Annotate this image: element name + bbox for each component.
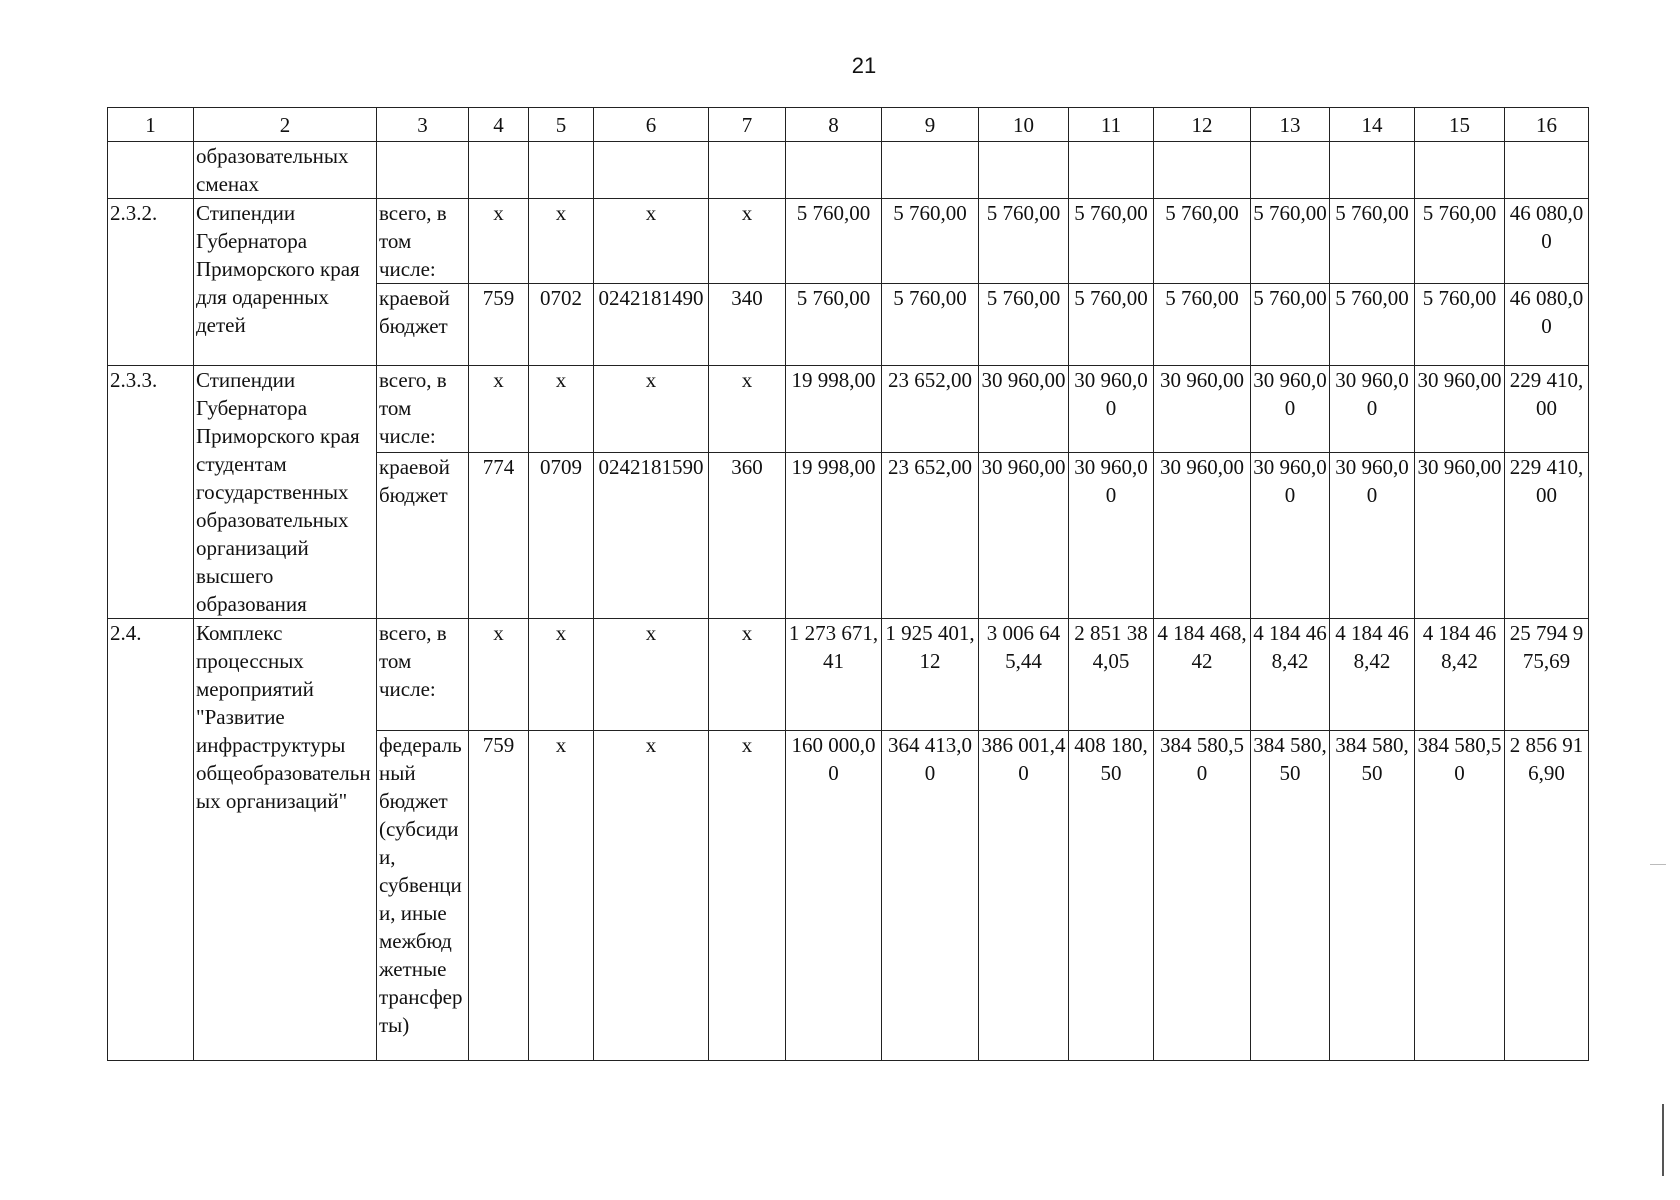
- column-number: 15: [1415, 108, 1505, 142]
- cell-value: х: [469, 366, 529, 453]
- cell-value: 160 000,00: [786, 731, 882, 1061]
- cell-value: 1 925 401,12: [882, 619, 979, 731]
- cell-number: 2.3.3.: [108, 366, 194, 619]
- table-row: [108, 199, 1589, 284]
- cell-value: 1 273 671,41: [786, 619, 882, 731]
- cell-source: федеральный бюджет (субсидии, субвенции, иные межбюджетные трансферты): [377, 731, 469, 1061]
- cell-value: х: [529, 199, 594, 284]
- cell-value: х: [709, 199, 786, 284]
- cell-value: 5 760,00: [979, 199, 1069, 284]
- cell-name: Стипендии Губернатора Приморского края для одаренных детей: [194, 199, 377, 366]
- cell-value: 4 184 468,42: [1415, 619, 1505, 731]
- cell-value: 3 006 645,44: [979, 619, 1069, 731]
- column-number-row: [108, 108, 1589, 142]
- cell-value: 30 960,00: [1330, 452, 1415, 618]
- table-row: [108, 142, 1589, 199]
- cell-value: 386 001,40: [979, 731, 1069, 1061]
- table-row: [108, 619, 1589, 731]
- cell-value: 25 794 975,69: [1505, 619, 1589, 731]
- column-number: 16: [1505, 108, 1589, 142]
- cell-value: 5 760,00: [979, 284, 1069, 366]
- cell-value: 384 580,50: [1251, 731, 1330, 1061]
- cell-value: 5 760,00: [1330, 199, 1415, 284]
- cell-value: х: [594, 199, 709, 284]
- cell-value: х: [709, 366, 786, 453]
- cell-value: 5 760,00: [1251, 199, 1330, 284]
- cell-value: 5 760,00: [1415, 199, 1505, 284]
- cell-number: [108, 142, 194, 199]
- column-number: 7: [709, 108, 786, 142]
- cell-value: 5 760,00: [1415, 284, 1505, 366]
- cell-name: Комплекс процессных мероприятий "Развитие инфраструктуры общеобразовательных организаций": [194, 619, 377, 1061]
- cell-value: х: [709, 619, 786, 731]
- column-number: 8: [786, 108, 882, 142]
- cell-value: 0709: [529, 452, 594, 618]
- column-number: 13: [1251, 108, 1330, 142]
- column-number: 5: [529, 108, 594, 142]
- cell-value: 30 960,00: [1069, 366, 1154, 453]
- cell-value: 384 580,50: [1154, 731, 1251, 1061]
- cell-value: 364 413,00: [882, 731, 979, 1061]
- cell-source: краевой бюджет: [377, 284, 469, 366]
- cell-value: 5 760,00: [1251, 284, 1330, 366]
- column-number: 1: [108, 108, 194, 142]
- cell-value: 4 184 468,42: [1251, 619, 1330, 731]
- column-number: 6: [594, 108, 709, 142]
- cell-value: 30 960,00: [1330, 366, 1415, 453]
- cell-value: 5 760,00: [882, 284, 979, 366]
- cell-value: 30 960,00: [1415, 452, 1505, 618]
- cell-source: всего, в том числе:: [377, 366, 469, 453]
- cell-name: образовательных сменах: [194, 142, 377, 199]
- cell-value: 4 184 468,42: [1154, 619, 1251, 731]
- cell-value: 4 184 468,42: [1330, 619, 1415, 731]
- cell-value: 19 998,00: [786, 452, 882, 618]
- page-number: 21: [851, 53, 877, 78]
- table-row: [108, 366, 1589, 453]
- cell-value: 30 960,00: [1415, 366, 1505, 453]
- cell-value: 360: [709, 452, 786, 618]
- cell-value: 30 960,00: [1154, 452, 1251, 618]
- cell-value: х: [529, 731, 594, 1061]
- cell-value: 30 960,00: [979, 366, 1069, 453]
- cell-value: 46 080,00: [1505, 199, 1589, 284]
- cell-value: 5 760,00: [786, 199, 882, 284]
- cell-value: 5 760,00: [1069, 199, 1154, 284]
- cell-source: краевой бюджет: [377, 452, 469, 618]
- cell-value: х: [469, 199, 529, 284]
- cell-name: Стипендии Губернатора Приморского края студентам государственных образовательных организаций высшего образования: [194, 366, 377, 619]
- cell-value: 23 652,00: [882, 452, 979, 618]
- column-number: 14: [1330, 108, 1415, 142]
- column-number: 10: [979, 108, 1069, 142]
- cell-value: 5 760,00: [882, 199, 979, 284]
- cell-value: 408 180,50: [1069, 731, 1154, 1061]
- cell-value: 30 960,00: [1251, 366, 1330, 453]
- column-number: 3: [377, 108, 469, 142]
- cell-value: 30 960,00: [1251, 452, 1330, 618]
- cell-value: 5 760,00: [1154, 199, 1251, 284]
- cell-value: 5 760,00: [1069, 284, 1154, 366]
- scan-artifact: [1662, 1104, 1664, 1176]
- cell-value: 30 960,00: [979, 452, 1069, 618]
- cell-value: х: [709, 731, 786, 1061]
- cell-value: 19 998,00: [786, 366, 882, 453]
- cell-number: 2.3.2.: [108, 199, 194, 366]
- cell-value: 774: [469, 452, 529, 618]
- column-number: 11: [1069, 108, 1154, 142]
- cell-value: 5 760,00: [786, 284, 882, 366]
- cell-value: 2 851 384,05: [1069, 619, 1154, 731]
- cell-value: х: [529, 366, 594, 453]
- cell-value: х: [469, 619, 529, 731]
- cell-value: х: [594, 619, 709, 731]
- cell-value: х: [594, 731, 709, 1061]
- cell-value: 384 580,50: [1330, 731, 1415, 1061]
- cell-value: 0242181490: [594, 284, 709, 366]
- cell-value: 340: [709, 284, 786, 366]
- budget-table: [107, 107, 1589, 1061]
- cell-value: 229 410,00: [1505, 366, 1589, 453]
- column-number: 2: [194, 108, 377, 142]
- cell-value: 30 960,00: [1069, 452, 1154, 618]
- cell-value: 759: [469, 284, 529, 366]
- cell-value: 229 410,00: [1505, 452, 1589, 618]
- cell-value: 384 580,50: [1415, 731, 1505, 1061]
- scan-artifact: [1650, 864, 1666, 865]
- cell-value: 2 856 916,90: [1505, 731, 1589, 1061]
- cell-value: 23 652,00: [882, 366, 979, 453]
- cell-value: 0242181590: [594, 452, 709, 618]
- cell-source: всего, в том числе:: [377, 199, 469, 284]
- column-number: 4: [469, 108, 529, 142]
- cell-value: 30 960,00: [1154, 366, 1251, 453]
- column-number: 9: [882, 108, 979, 142]
- cell-value: 5 760,00: [1154, 284, 1251, 366]
- column-number: 12: [1154, 108, 1251, 142]
- cell-source: всего, в том числе:: [377, 619, 469, 731]
- cell-value: 0702: [529, 284, 594, 366]
- cell-number: 2.4.: [108, 619, 194, 1061]
- cell-value: х: [529, 619, 594, 731]
- cell-value: 759: [469, 731, 529, 1061]
- cell-value: 46 080,00: [1505, 284, 1589, 366]
- cell-value: х: [594, 366, 709, 453]
- cell-value: 5 760,00: [1330, 284, 1415, 366]
